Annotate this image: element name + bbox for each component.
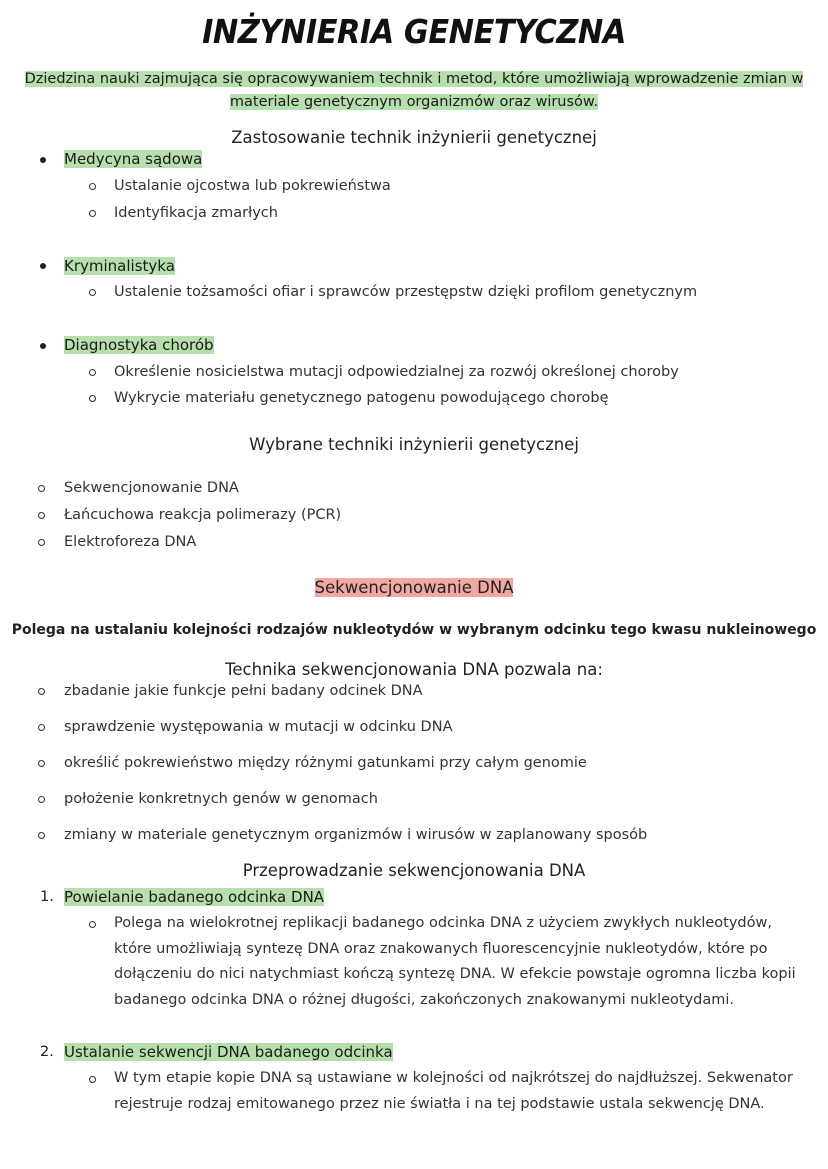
section-heading-techniques: Wybrane techniki inżynierii genetycznej bbox=[249, 435, 579, 454]
list-item: Identyfikacja zmarłych bbox=[114, 205, 278, 221]
circle-bullet-icon bbox=[38, 760, 45, 767]
circle-bullet-icon bbox=[38, 512, 45, 519]
circle-bullet-icon bbox=[38, 796, 45, 803]
bullet-icon bbox=[40, 343, 46, 349]
step-number: 2. bbox=[40, 1044, 54, 1060]
sequencing-heading-text: Sekwencjonowanie DNA bbox=[314, 578, 514, 597]
sequencing-definition: Polega na ustalaniu kolejności rodzajów nukleotydów w wybranym odcinku tego kwasu nukleinowego bbox=[11, 622, 817, 638]
list-item: Łańcuchowa reakcja polimerazy (PCR) bbox=[64, 507, 342, 523]
circle-bullet-icon bbox=[89, 1076, 96, 1083]
circle-bullet-icon bbox=[89, 395, 96, 402]
list-item: Wykrycie materiału genetycznego patogenu powodującego chorobę bbox=[114, 390, 609, 406]
list-item: Elektroforeza DNA bbox=[64, 534, 197, 550]
bullet-icon bbox=[40, 157, 46, 163]
step-description: Polega na wielokrotnej replikacji badanego odcinka DNA z użyciem zwykłych nukleotydów, które umożliwiają syntezę DNA oraz znakowanych fluorescencyjnie nukleotydów, które po dołączeniu do nici natychmiast kończą syntezę DNA. W efekcie powstaje ogromna liczba kopii badanego odcinka DNA o różnej długości, zakończonych znakowanymi nukleotydami. bbox=[114, 915, 796, 1008]
list-item: sprawdzenie występowania w mutacji w odcinku DNA bbox=[64, 719, 453, 735]
list-item: zbadanie jakie funkcje pełni badany odcinek DNA bbox=[64, 683, 423, 699]
circle-bullet-icon bbox=[38, 688, 45, 695]
list-item: Sekwencjonowanie DNA bbox=[64, 480, 239, 496]
procedure-heading: Przeprowadzanie sekwencjonowania DNA bbox=[242, 861, 586, 880]
category-diagnostyka-chorob: Diagnostyka chorób bbox=[64, 336, 214, 354]
circle-bullet-icon bbox=[38, 832, 45, 839]
step-description: W tym etapie kopie DNA są ustawiane w kolejności od najkrótszej do najdłuższej. Sekwenator rejestruje rodzaj emitowanego przez nie światła i na tej podstawie ustala sekwencję DNA. bbox=[114, 1070, 793, 1112]
circle-bullet-icon bbox=[89, 921, 96, 928]
circle-bullet-icon bbox=[38, 724, 45, 731]
category-kryminalistyka: Kryminalistyka bbox=[64, 257, 175, 275]
list-item: Określenie nosicielstwa mutacji odpowiedzialnej za rozwój określonej choroby bbox=[114, 364, 679, 380]
list-item: położenie konkretnych genów w genomach bbox=[64, 791, 378, 807]
circle-bullet-icon bbox=[38, 539, 45, 546]
circle-bullet-icon bbox=[89, 183, 96, 190]
step-label-ustalanie: Ustalanie sekwencji DNA badanego odcinka bbox=[64, 1043, 393, 1061]
circle-bullet-icon bbox=[89, 289, 96, 296]
sequencing-subheading: Technika sekwencjonowania DNA pozwala na: bbox=[225, 660, 603, 679]
list-item: określić pokrewieństwo między różnymi gatunkami przy całym genomie bbox=[64, 755, 587, 771]
page-title: INŻYNIERIA GENETYCZNA bbox=[202, 12, 626, 51]
section-heading-sequencing bbox=[0, 578, 828, 597]
list-item: zmiany w materiale genetycznym organizmów i wirusów w zaplanowany sposób bbox=[64, 827, 648, 843]
circle-bullet-icon bbox=[89, 210, 96, 217]
bullet-icon bbox=[40, 263, 46, 269]
step-label-powielanie: Powielanie badanego odcinka DNA bbox=[64, 888, 325, 906]
intro-definition bbox=[10, 68, 818, 114]
list-item: Ustalanie ojcostwa lub pokrewieństwa bbox=[114, 178, 391, 194]
step-number: 1. bbox=[40, 889, 54, 905]
list-item: Ustalenie tożsamości ofiar i sprawców przestępstw dzięki profilom genetycznym bbox=[114, 284, 698, 300]
intro-text: Dziedzina nauki zajmująca się opracowywaniem technik i metod, które umożliwiają wprowadzenie zmian w materiale genetycznym organizmów oraz wirusów. bbox=[24, 71, 804, 110]
category-medycyna-sadowa: Medycyna sądowa bbox=[64, 150, 203, 168]
circle-bullet-icon bbox=[89, 369, 96, 376]
circle-bullet-icon bbox=[38, 485, 45, 492]
section-heading-applications: Zastosowanie technik inżynierii genetycznej bbox=[231, 128, 597, 147]
